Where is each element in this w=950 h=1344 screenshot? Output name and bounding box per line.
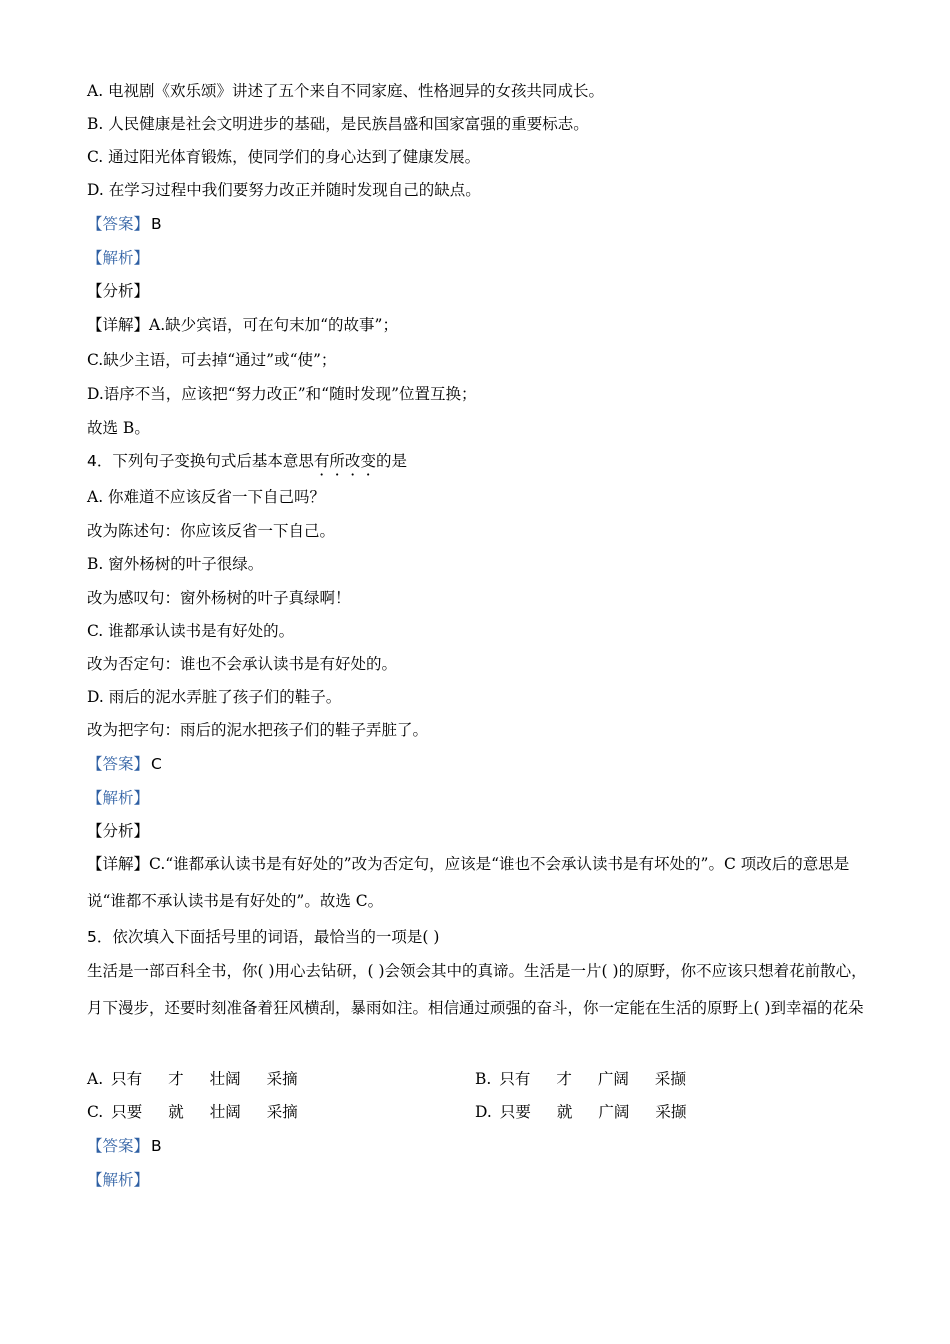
q4-fenxi-tag: 【分析】 [87,822,150,840]
q5-answer-line [87,1135,162,1157]
q4-answer-line [87,753,162,775]
q4-detail [87,846,867,920]
q5-option-d [475,1101,712,1123]
option-word: 就 [168,1103,184,1121]
q4-option-c: C. 谁都承认读书是有好处的。 [87,622,295,640]
option-word: 采摘 [266,1103,298,1121]
option-word: 广阔 [597,1070,629,1088]
q5-stem-text: ．依次填入下面括号里的词语，最恰当的一项是( ) [96,928,440,946]
option-label: C. [87,1103,104,1121]
xiangjie-tag: 【详解】 [87,316,150,334]
q4-emphasis-char: 有 [313,452,330,470]
option-word: 壮阔 [209,1103,241,1121]
q3-option-b: B. 人民健康是社会文明进步的基础，是民族昌盛和国家富强的重要标志。 [87,115,589,133]
q4-option-b-change: 改为感叹句：窗外杨树的叶子真绿啊！ [87,589,351,607]
option-word: 只有 [111,1070,143,1088]
q3-detail-a: A.缺少宾语，可在句末加“的故事”； [149,316,398,334]
option-word: 只有 [499,1070,531,1088]
q5-answer-value: B [151,1137,162,1155]
answer-tag: 【答案】 [87,1137,150,1155]
q4-emphasis-char: 改 [344,452,361,470]
q4-stem [87,450,407,472]
q4-option-d: D. 雨后的泥水弄脏了孩子们的鞋子。 [87,688,342,706]
q3-detail-line-1 [87,314,398,336]
xiangjie-tag: 【详解】 [87,855,150,873]
q5-option-a [87,1068,324,1090]
q3-detail-conclusion: 故选 B。 [87,419,150,437]
q4-option-d-change: 改为把字句：雨后的泥水把孩子们的鞋子弄脏了。 [87,721,429,739]
option-word: 只要 [111,1103,143,1121]
option-label: D. [475,1103,492,1121]
q4-emphasis-char: 所 [329,452,345,470]
q4-detail-text: C.“谁都承认读书是有好处的”改为否定句，应该是“谁也不会承认读书是有坏处的”。C 项改后的意思是说“谁都不承认读书是有好处的”。故选 C。 [87,855,850,910]
q4-stem-before: ．下列句子变换句式后基本意思 [96,452,314,470]
q4-option-a-change: 改为陈述句：你应该反省一下自己。 [87,522,336,540]
q3-option-d: D. 在学习过程中我们要努力改正并随时发现自己的缺点。 [87,181,481,199]
q3-option-c: C. 通过阳光体育锻炼，使同学们的身心达到了健康发展。 [87,148,481,166]
q3-fenxi-tag: 【分析】 [87,282,150,300]
q4-option-c-change: 改为否定句：谁也不会承认读书是有好处的。 [87,655,398,673]
q4-emphasis-char: 变 [360,452,376,470]
q4-stem-after: 的是 [375,452,407,470]
q4-answer-value: C [151,755,162,773]
option-label: A. [87,1070,104,1088]
option-word: 才 [168,1070,184,1088]
q3-jiexi-tag: 【解析】 [87,249,150,267]
q3-answer-value: B [151,215,162,233]
q5-jiexi-tag: 【解析】 [87,1171,150,1189]
q5-number: 5 [87,928,97,946]
option-word: 就 [556,1103,573,1121]
option-label: B. [475,1070,492,1088]
q3-detail-c: C.缺少主语，可去掉“通过”或“使”； [87,351,337,369]
q5-passage: 生活是一部百科全书，你( )用心去钻研，( )会领会其中的真谛。生活是一片( )的原野，你不应该只想着花前散心，月下漫步，还要时刻准备着狂风横刮，暴雨如注。相信通过顽强的奋斗，你一定能在生活的原野上( )到幸福的花朵 [87,962,867,1017]
q5-option-c [87,1101,324,1123]
option-word: 才 [556,1070,572,1088]
option-word: 采撷 [654,1070,686,1088]
q3-answer-line [87,213,162,235]
q4-option-b: B. 窗外杨树的叶子很绿。 [87,555,264,573]
q4-jiexi-tag: 【解析】 [87,789,150,807]
option-word: 广阔 [598,1103,630,1121]
q4-number: 4 [87,452,97,470]
q4-option-a: A. 你难道不应该反省一下自己吗？ [87,488,326,506]
answer-tag: 【答案】 [87,215,150,233]
q3-option-a: A. 电视剧《欢乐颂》讲述了五个来自不同家庭、性格迥异的女孩共同成长。 [87,82,605,100]
option-word: 壮阔 [209,1070,241,1088]
q5-option-b [475,1068,712,1090]
option-word: 采摘 [266,1070,298,1088]
option-word: 只要 [499,1103,531,1121]
q3-detail-d: D.语序不当，应该把“努力改正”和“随时发现”位置互换； [87,385,477,403]
answer-tag: 【答案】 [87,755,150,773]
option-word: 采撷 [655,1103,687,1121]
q5-stem [87,926,439,948]
